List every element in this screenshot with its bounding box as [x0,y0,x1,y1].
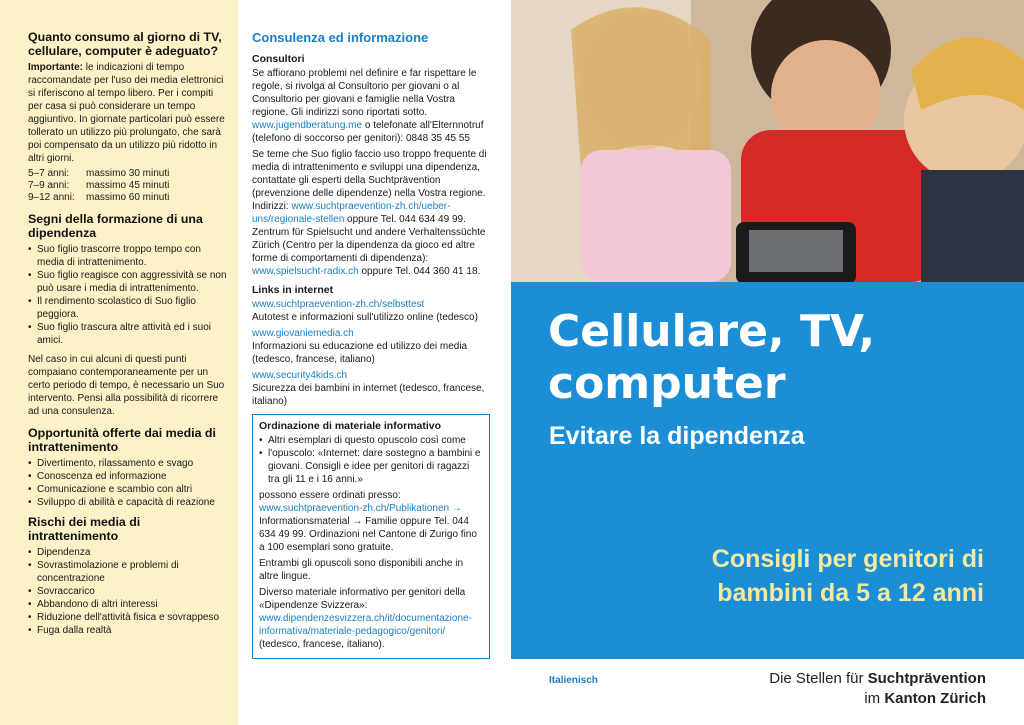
table-row [28,168,169,180]
list-item: • Sviluppo di abilità e capacità di reazione [28,496,228,509]
paragraph-text: Se teme che Suo figlio faccio uso troppo frequente di media di intrattenimento e sviluppi una dipendenza, contattate gli esperti della Suchtprävention (prevenzione delle dipendenze) nella Vostra regione. Indirizzi: [252,149,487,212]
max-cell: massimo 45 minuti [86,180,170,191]
paragraph-text: Diverso materiale informativo per genitori della «Dipendenze Svizzera»: [259,587,466,611]
list-item: • Suo figlio trascura altre attività ed i suoi amici. [28,321,228,347]
addiction-signs-text: Nel caso in cui alcuni di questi punti compaiano contemporaneamente per un certo periodo di tempo, è necessario un Suo intervento. Pensi alla possibilità di ricorrere ad una consulenza. [28,354,225,417]
table-row [28,180,169,192]
order-text-1: possono essere ordinati presso: [259,490,401,501]
language-label: Italienisch [549,675,598,686]
middle-panel [238,0,510,725]
logo-text: im [864,690,885,707]
list-item: • Sovraccarico [28,585,228,598]
age-time-table [28,168,169,204]
list-item: • Il rendimento scolastico di Suo figlio peggiora. [28,295,228,321]
order-list [259,434,483,486]
addiction-signs-list [28,243,228,347]
max-cell: massimo 30 minuti [86,168,170,179]
publications-link[interactable]: www.suchtpraevention-zh.ch/Publikationen → [259,503,462,514]
tagline-line: bambini da 5 a 12 anni [717,579,984,607]
paragraph-text: Informationsmaterial → Familie oppure Tel. 044 634 49 99. Ordinazioni nel Cantone di Zurigo fino a 100 esemplari sono gratuite. [259,516,477,553]
table-row [28,192,169,204]
list-item: • Comunicazione e scambio con altri [28,483,228,496]
cover-title-line: Cellulare, TV, [548,306,876,357]
logo-text-bold: Suchtprävention [867,670,986,687]
age-cell: 9–12 anni: [28,192,75,203]
order-text-3: Entrambi gli opuscoli sono disponibili anche in altre lingue. [259,558,464,582]
consultori-text-1 [252,67,490,145]
middle-panel-content [252,30,490,659]
list-item: • Conoscenza ed informazione [28,470,228,483]
paragraph-text: Se affiorano problemi nel definire e far rispettare le regole, si rivolga al Consultorio per giovani o al Consultorio per giovani e famiglie nella Vostra regione. Gli indirizzi sono riportati sotto. [252,68,477,118]
opportunities-list [28,457,228,509]
children-with-device-illustration [511,0,1024,282]
link-description: Autotest e informazioni sull'utilizzo online (tedesco) [252,312,478,323]
paragraph-text: o telefonate all'Elternnotruf (telefono di soccorso per genitori): 0848 35 45 55 [252,120,484,144]
cover-panel [511,0,1024,725]
order-heading: Ordinazione di materiale informativo [259,420,442,432]
list-item: • Altri esemplari di questo opuscolo così come [259,434,483,447]
logo-text-bold: Kanton Zürich [884,690,986,707]
jugendberatung-link[interactable]: www.jugendberatung.me [252,120,363,131]
left-panel-content [28,30,228,643]
counseling-heading: Consulenza ed informazione [252,30,429,45]
important-label: Importante: [28,62,83,73]
age-cell: 7–9 anni: [28,180,70,191]
max-cell: massimo 60 minuti [86,192,170,203]
logo-text: Die Stellen für [769,670,868,687]
spielsucht-link[interactable]: www.spielsucht-radix.ch [252,266,359,277]
cover-footer [511,659,1024,725]
list-item: • Sovrastimolazione e problemi di concentrazione [28,559,228,585]
tagline-line: Consigli per genitori di [711,545,984,573]
cover-title-block [511,282,1024,659]
order-text-4 [259,586,483,651]
list-item: • Divertimento, rilassamento e svago [28,457,228,470]
internet-links-heading: Links in internet [252,284,334,296]
cover-title-line: computer [548,358,786,409]
consultori-text-2 [252,148,490,278]
list-item: • Riduzione dell'attività fisica e sovrappeso [28,611,228,624]
usage-time-body: le indicazioni di tempo raccomandate per l'uso dei media elettronici si riferiscono al tempo libero. Per i compiti per casa si può considerare un tempo aggiuntivo. In giornate particolari può essere tollerato un utilizzo più prolungato, che sarà poi compensato da un utilizzo più ridotto in altri giorni. [28,62,225,164]
list-item: • Suo figlio reagisce con aggressività se non può usare i media di intrattenimento. [28,269,228,295]
list-item: • Suo figlio trascorre troppo tempo con media di intrattenimento. [28,243,228,269]
link-entry [252,327,490,366]
usage-time-text [28,61,228,165]
link-description: Informazioni su educazione ed utilizzo dei media (tedesco, francese, italiano) [252,341,468,365]
paragraph-text: oppure Tel. 044 634 49 99. [344,214,466,225]
order-box [252,414,490,659]
usage-time-heading: Quanto consumo al giorno di TV, cellulare, computer è adeguato? [28,30,222,58]
paragraph-text: (tedesco, francese, italiano). [259,639,385,650]
regional-offices-link[interactable]: www.suchtpraevention-zh.ch/ueber-uns/regionale-stellen [252,201,451,225]
list-item: • Fuga dalla realtà [28,624,228,637]
age-cell: 5–7 anni: [28,168,70,179]
order-text-2 [259,502,483,554]
cover-title [548,306,875,410]
opportunities-heading: Opportunità offerte dai media di intrattenimento [28,426,216,454]
organization-logo [769,669,986,709]
selbsttest-link[interactable]: www.suchtpraevention-zh.ch/selbsttest [252,299,425,310]
cover-subtitle: Evitare la dipendenza [549,422,805,450]
list-item: • Dipendenza [28,546,228,559]
security4kids-link[interactable]: www.security4kids.ch [252,370,348,381]
link-entry [252,298,490,324]
link-description: Sicurezza dei bambini in internet (tedesco, francese, italiano) [252,383,485,407]
list-item: • Abbandono di altri interessi [28,598,228,611]
giovaniemedia-link[interactable]: www.giovaniemedia.ch [252,328,354,339]
list-item: • l'opuscolo: «Internet: dare sostegno a bambini e giovani. Consigli e idee per genitori di ragazzi tra gli 11 e i 16 anni.» [259,447,483,486]
cover-tagline [712,542,984,610]
dipendenzesvizzera-link[interactable]: www.dipendenzesvizzera.ch/it/documentazione-informativa/materiale-pedagogico/genitori/ [259,613,472,637]
addiction-signs-heading: Segni della formazione di una dipendenza [28,212,203,240]
left-panel [0,0,238,725]
paragraph-text: Zentrum für Spielsucht und andere Verhaltenssüchte Zürich (Centro per la dipendenza da gioco ed altre forme di comportamenti di dipendenza): [252,227,486,264]
paragraph-text: oppure Tel. 044 360 41 18. [358,266,481,277]
link-entry [252,369,490,408]
consultori-heading: Consultori [252,53,305,65]
cover-photo [511,0,1024,282]
risks-heading: Rischi dei media di intrattenimento [28,515,141,543]
risks-list [28,546,228,637]
